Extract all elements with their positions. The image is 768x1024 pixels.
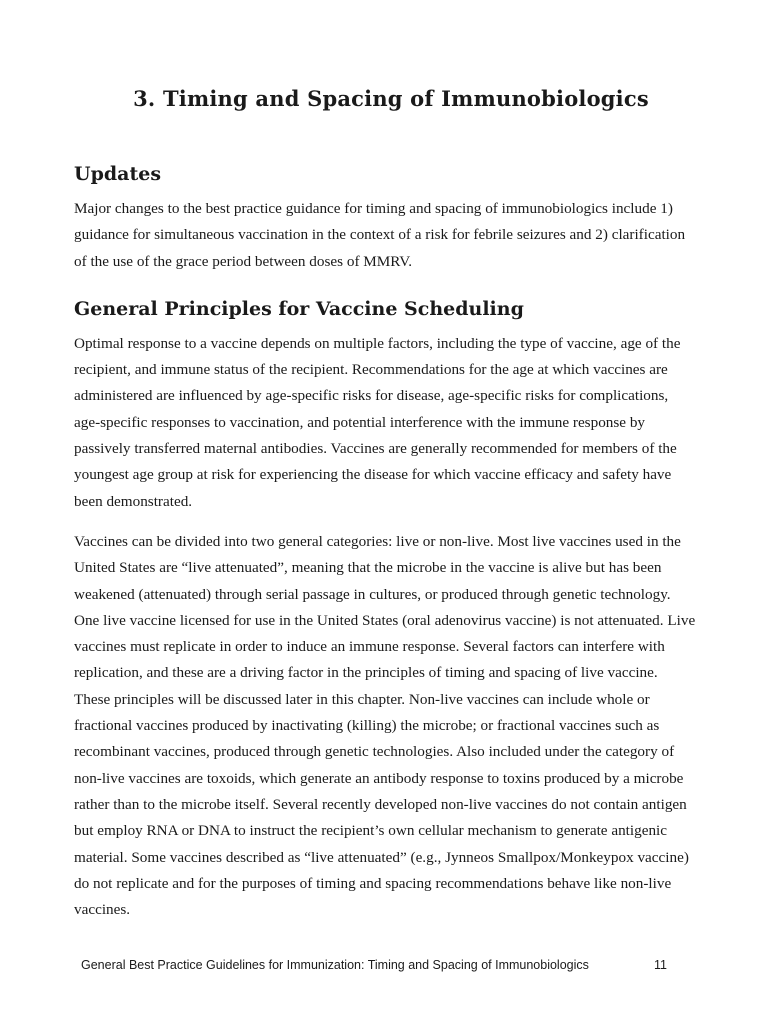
updates-section bbox=[74, 160, 696, 275]
general-principles-section bbox=[74, 295, 696, 924]
footer-title: General Best Practice Guidelines for Immunization: Timing and Spacing of Immunobiologics bbox=[81, 958, 589, 972]
principles-paragraph-1: Optimal response to a vaccine depends on multiple factors, including the type of vaccine, age of the recipient, and immune status of the recipient. Recommendations for the age at which vaccines are administered are influenced by age-specific risks for disease, age-specific risks for complications, age-specific responses to vaccination, and potential interference with the immune response by passively transferred maternal antibodies. Vaccines are generally recommended for members of the youngest age group at risk for experiencing the disease for which vaccine efficacy and safety have been demonstrated. bbox=[74, 334, 681, 510]
page-number: 11 bbox=[654, 958, 667, 972]
document-body bbox=[74, 160, 696, 923]
updates-heading: Updates bbox=[74, 163, 162, 185]
general-principles-heading: General Principles for Vaccine Scheduling bbox=[74, 297, 524, 320]
principles-paragraph-2: Vaccines can be divided into two general categories: live or non-live. Most live vaccines used in the United States are “live attenuated”, meaning that the microbe in the vaccine is alive but has been weakened (attenuated) through serial passage in cultures, or produced through genetic technology. One live vaccine licensed for use in the United States (oral adenovirus vaccine) is not attenuated. Live vaccines must replicate in order to induce an immune response. Several factors can interfere with replication, and these are a driving factor in the principles of timing and spacing of live vaccine. These principles will be discussed later in this chapter. Non-live vaccines can include whole or fractional vaccines produced by inactivating (killing) the microbe; or fractional vaccines such as recombinant vaccines, produced through genetic technologies. Also included under the category of non-live vaccines are toxoids, which generate an antibody response to toxins produced by a microbe rather than to the microbe itself. Several recently developed non-live vaccines do not contain antigen but employ RNA or DNA to instruct the recipient’s own cellular mechanism to generate antigenic material. Some vaccines described as “live attenuated” (e.g., Jynneos Smallpox/Monkeypox vaccine) do not replicate and for the purposes of timing and spacing recommendations behave like non-live vaccines. bbox=[74, 532, 696, 919]
chapter-title: 3. Timing and Spacing of Immunobiologics bbox=[133, 86, 649, 111]
updates-paragraph: Major changes to the best practice guidance for timing and spacing of immunobiologics include 1) guidance for simultaneous vaccination in the context of a risk for febrile seizures and 2) clarification of the use of the grace period between doses of MMRV. bbox=[74, 200, 686, 270]
